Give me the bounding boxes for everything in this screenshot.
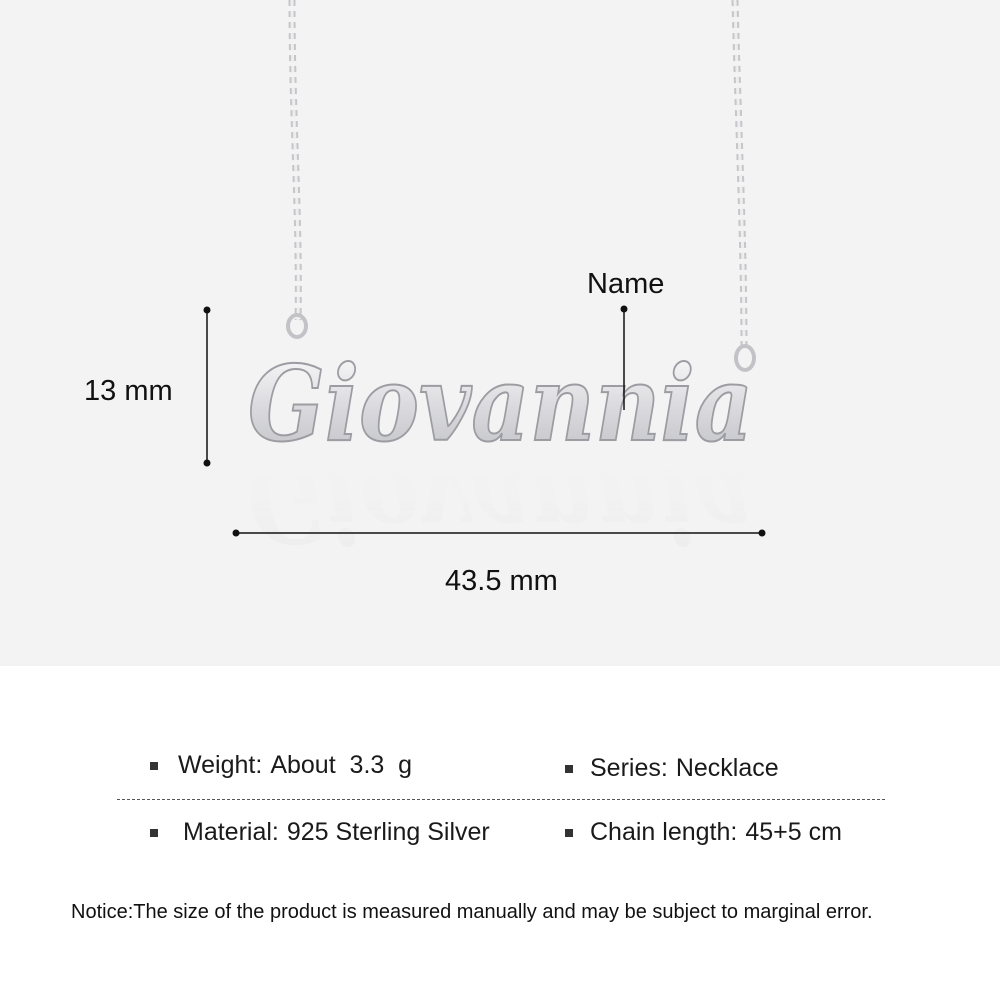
spec-material-value: 925 Sterling Silver — [286, 818, 490, 846]
height-label: 13 mm — [84, 375, 173, 407]
spec-weight-value: About 3.3 g — [270, 751, 413, 779]
bullet-icon — [565, 829, 573, 837]
bullet-icon — [565, 765, 573, 773]
spec-series-value: Necklace — [675, 754, 779, 782]
spec-chain-length-value: 45+5 cm — [745, 818, 842, 846]
spec-chain-length-key: Chain length: — [590, 818, 738, 846]
notice-text: Notice:The size of the product is measured manually and may be subject to marginal error. — [71, 901, 873, 923]
spec-chain-length — [565, 818, 842, 847]
name-callout-label: Name — [587, 268, 665, 300]
divider — [117, 799, 885, 800]
bullet-icon — [150, 762, 158, 770]
spec-material-key: Material: — [183, 818, 279, 846]
spec-material — [150, 818, 490, 847]
spec-weight-key: Weight: — [178, 751, 263, 779]
spec-series — [565, 754, 779, 783]
spec-weight — [150, 751, 412, 780]
spec-series-key: Series: — [590, 754, 668, 782]
bullet-icon — [150, 829, 158, 837]
pendant-name: Giovannia — [248, 342, 753, 465]
width-label: 43.5 mm — [445, 565, 558, 597]
pendant-reflection: Giovannia — [248, 443, 753, 566]
